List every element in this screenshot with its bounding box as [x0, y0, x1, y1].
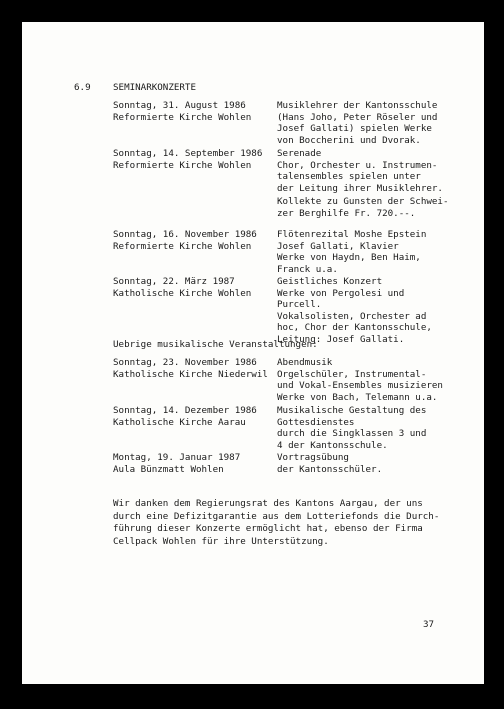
page-number: 37 [423, 619, 435, 630]
desc-line: durch die Singklassen 3 und [277, 428, 427, 439]
concert-place: Reformierte Kirche Wohlen [113, 111, 252, 123]
concert-place: Katholische Kirche Wohlen [113, 287, 252, 299]
footer-line: führung dieser Konzerte ermöglicht hat, ebenso der Firma [113, 523, 423, 534]
concert-2-date-place [113, 148, 262, 171]
desc-line: Abendmusik [277, 357, 333, 368]
note-line: Kollekte zu Gunsten der Schwei- [277, 196, 449, 207]
concert-3-date-place [113, 229, 257, 252]
document-page [22, 22, 484, 684]
desc-line: Franck u.a. [277, 263, 338, 275]
concert-1-description [277, 100, 437, 146]
concert-date: Sonntag, 31. August 1986 [113, 100, 246, 111]
event-2-date-place [113, 405, 257, 428]
concert-place: Reformierte Kirche Wohlen [113, 240, 252, 252]
event-place: Katholische Kirche Niederwil [113, 368, 268, 380]
concert-4-date-place [113, 276, 251, 299]
event-place: Katholische Kirche Aarau [113, 416, 246, 428]
event-3-date-place [113, 452, 240, 475]
desc-line: talensembles spielen unter [277, 171, 421, 182]
concert-1-date-place [113, 100, 251, 123]
desc-line: hoc, Chor der Kantonsschule, [277, 322, 432, 333]
event-place: Aula Bünzmatt Wohlen [113, 463, 224, 475]
section-number: 6.9 [74, 82, 91, 93]
event-1-date-place [113, 357, 268, 380]
desc-line: Orgelschüler, Instrumental- [277, 368, 427, 380]
desc-line: Werke von Pergolesi und [277, 287, 405, 299]
concert-date: Sonntag, 22. März 1987 [113, 276, 235, 287]
event-3-description [277, 452, 382, 475]
concert-date: Sonntag, 16. November 1986 [113, 229, 257, 240]
event-date: Sonntag, 14. Dezember 1986 [113, 405, 257, 416]
desc-line: Chor, Orchester u. Instrumen- [277, 159, 438, 171]
desc-line: Musiklehrer der Kantonsschule [277, 100, 438, 111]
footer-line: Wir danken dem Regierungsrat des Kantons Aargau, der uns [113, 498, 423, 509]
desc-line: Werke von Bach, Telemann u.a. [277, 391, 438, 403]
event-date: Sonntag, 23. November 1986 [113, 357, 257, 368]
concert-date: Sonntag, 14. September 1986 [113, 148, 263, 159]
concert-place: Reformierte Kirche Wohlen [113, 159, 252, 171]
desc-line: 4 der Kantonsschule. [277, 439, 388, 451]
section-title: SEMINARKONZERTE [113, 82, 196, 93]
desc-line: Musikalische Gestaltung des [277, 405, 427, 416]
concert-4-description [277, 276, 432, 345]
desc-line: Vokalsolisten, Orchester ad [277, 310, 427, 322]
footer-line: durch eine Defizitgarantie aus dem Lotteriefonds die Durch- [113, 510, 440, 522]
desc-line: Vortragsübung [277, 452, 349, 463]
desc-line: Werke von Haydn, Ben Haim, [277, 252, 421, 263]
event-1-description [277, 357, 443, 403]
footer-line: Cellpack Wohlen für ihre Unterstützung. [113, 535, 329, 547]
desc-line: (Hans Joho, Peter Röseler und [277, 111, 438, 123]
note-line: zer Berghilfe Fr. 720.--. [277, 207, 416, 219]
other-events-heading: Uebrige musikalische Veranstaltungen: [113, 339, 318, 350]
desc-line: der Leitung ihrer Musiklehrer. [277, 182, 443, 194]
desc-line: Serenade [277, 148, 322, 159]
desc-line: Flötenrezital Moshe Epstein [277, 229, 427, 240]
desc-line: von Boccherini und Dvorak. [277, 134, 421, 146]
desc-line: Josef Gallati) spielen Werke [277, 123, 432, 134]
acknowledgement-paragraph [113, 498, 439, 548]
event-date: Montag, 19. Januar 1987 [113, 452, 241, 463]
desc-line: Geistliches Konzert [277, 276, 383, 287]
desc-line: und Vokal-Ensembles musizieren [277, 380, 443, 391]
concert-2-collection-note [277, 196, 448, 219]
desc-line: Purcell. [277, 299, 322, 310]
desc-line: Gottesdienstes [277, 416, 355, 428]
desc-line: Leitung: Josef Gallati. [277, 333, 405, 345]
concert-2-description [277, 148, 443, 194]
event-2-description [277, 405, 426, 451]
concert-3-description [277, 229, 426, 275]
desc-line: der Kantonsschüler. [277, 463, 383, 475]
desc-line: Josef Gallati, Klavier [277, 240, 399, 252]
